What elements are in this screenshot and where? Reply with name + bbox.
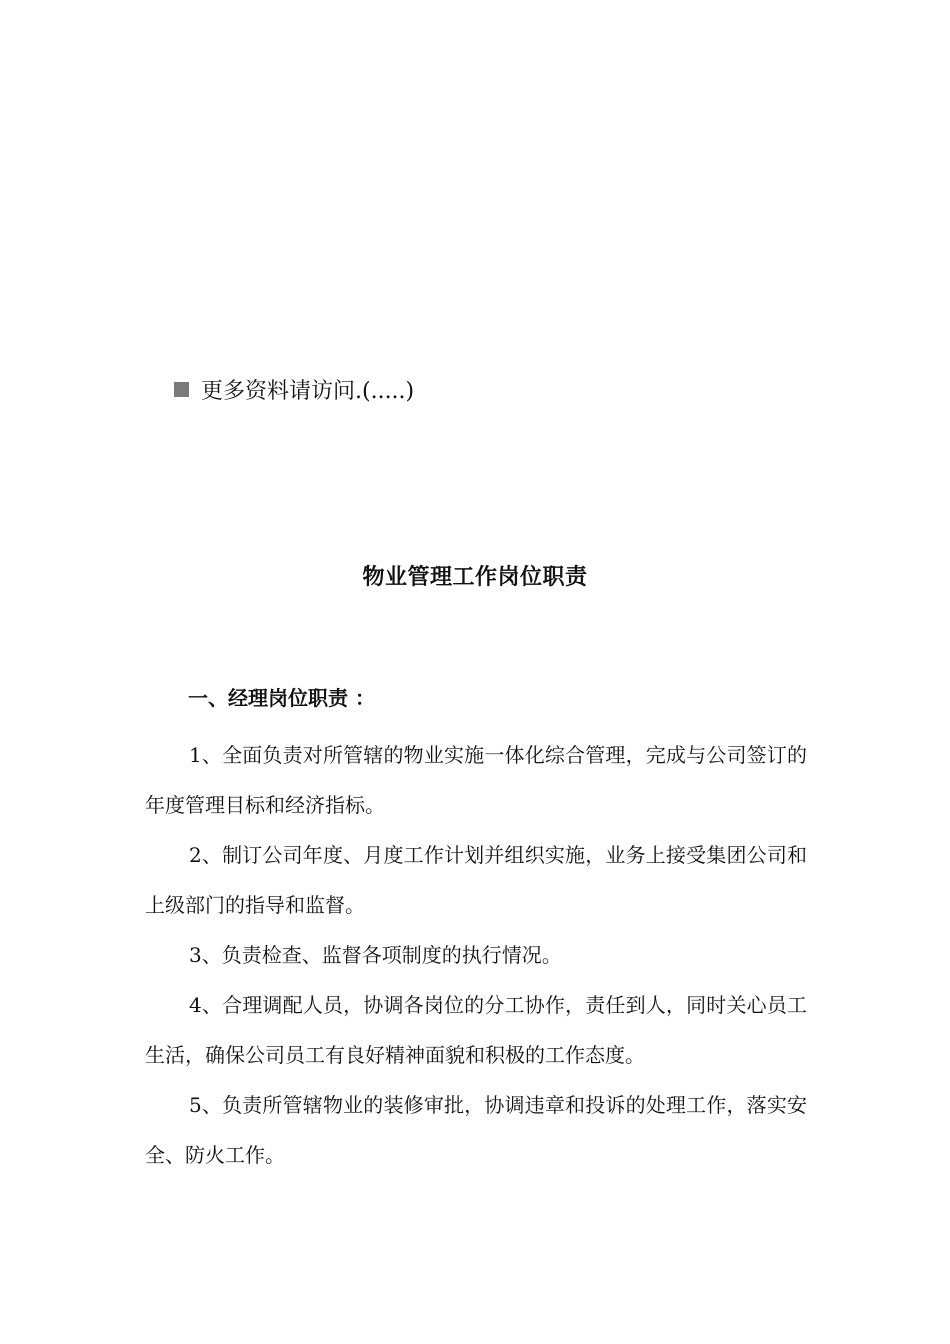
square-bullet-icon (174, 382, 189, 397)
paragraph: 3、负责检查、监督各项制度的执行情况。 (189, 943, 562, 967)
section-heading: 一、经理岗位职责 ： (188, 686, 375, 710)
more-info-line (174, 372, 414, 406)
paragraph: 4、合理调配人员，协调各岗位的分工协作，责任到人，同时关心员工生活，确保公司员工有良好精神面貌和积极的工作态度。 (145, 993, 807, 1067)
paragraph: 5、负责所管辖物业的装修审批，协调违章和投诉的处理工作，落实安全、防火工作。 (145, 1093, 807, 1167)
paragraph: 2、制订公司年度、月度工作计划并组织实施，业务上接受集团公司和上级部门的指导和监督。 (145, 843, 807, 917)
more-info-text: 更多资料请访问.(.....) (201, 378, 415, 404)
paragraph: 1、全面负责对所管辖的物业实施一体化综合管理，完成与公司签订的年度管理目标和经济指标。 (145, 743, 807, 817)
document-title: 物业管理工作岗位职责 (362, 565, 588, 590)
document-body (145, 730, 807, 1180)
